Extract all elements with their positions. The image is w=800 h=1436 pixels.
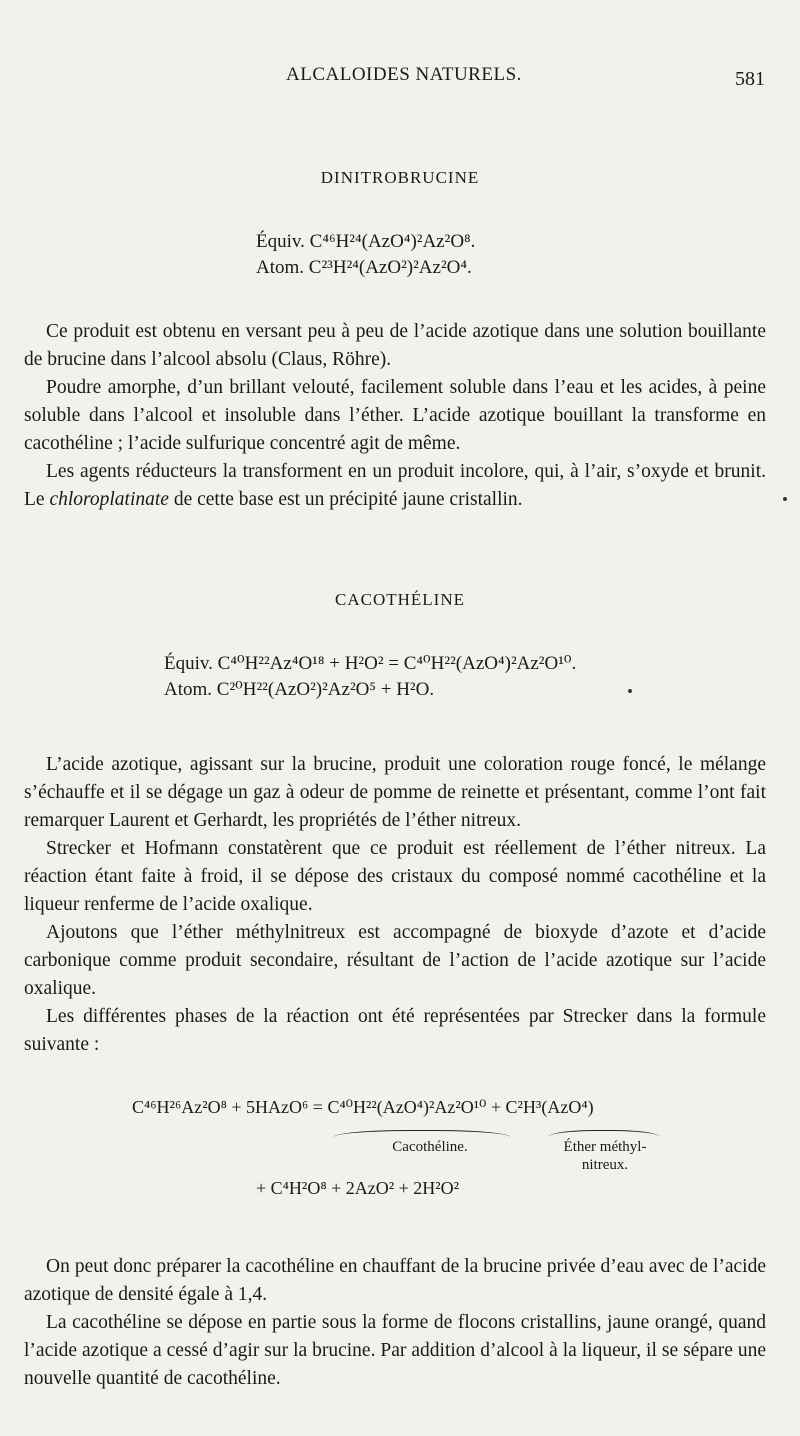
section-title-cacotheline: CACOTHÉLINE — [335, 590, 465, 609]
formula-equiv: Équiv. C⁴⁰H²²Az⁴O¹⁸ + H²O² = C⁴⁰H²²(AzO⁴)²Az²O¹⁰. — [164, 653, 577, 674]
paragraph: L’acide azotique, agissant sur la brucine, produit une coloration rouge foncé, le mélange s’échauffe et il se dégage un gaz à odeur de pomme de reinette et présentant, comme l’ont fait remarquer Laurent et Gerhardt, les propriétés de l’éther nitreux. — [24, 754, 766, 831]
paragraph: Ce produit est obtenu en versant peu à peu de l’acide azotique dans une solution bouillante de brucine dans l’alcool absolu (Claus, Röhre). — [24, 321, 766, 370]
dinitrobrucine-text — [24, 318, 766, 514]
paragraph: On peut donc préparer la cacothéline en chauffant de la brucine privée d’eau avec de l’acide azotique de densité égale à 1,4. — [24, 1256, 766, 1305]
label-ether-2: nitreux. — [581, 1157, 629, 1173]
paragraph: Ajoutons que l’éther méthylnitreux est accompagné de bioxyde d’azote et d’acide carbonique comme produit secondaire, résultant de l’action de l’acide azotique sur l’acide oxalique. — [24, 922, 766, 999]
running-title: ALCALOIDES NATURELS. — [286, 64, 522, 85]
paragraph: Les agents réducteurs la transforment en un produit incolore, qui, à l’air, s’oxyde et brunit. Le chloroplatinate de cette base est un précipité jaune cristallin. — [24, 461, 766, 510]
label-cacotheline: Cacothéline. — [392, 1139, 468, 1155]
paragraph: Les différentes phases de la réaction ont été représentées par Strecker dans la formule suivante : — [24, 1006, 766, 1055]
section-title-dinitrobrucine: DINITROBRUCINE — [320, 168, 480, 187]
formula-cacotheline — [164, 651, 576, 703]
page-number: 581 — [735, 68, 765, 90]
cacotheline-text — [24, 751, 766, 1059]
margin-dot — [628, 689, 632, 693]
strecker-equation — [0, 1097, 800, 1227]
formula-equiv: Équiv. C⁴⁶H²⁴(AzO⁴)²Az²O⁸. — [256, 231, 476, 252]
formula-atom: Atom. C²³H²⁴(AzO²)²Az²O⁴. — [256, 257, 472, 278]
equation-line-1: C⁴⁶H²⁶Az²O⁸ + 5HAzO⁶ = C⁴⁰H²²(AzO⁴)²Az²O¹⁰ + C²H³(AzO⁴) — [132, 1097, 594, 1117]
formula-dinitrobrucine — [256, 229, 475, 281]
paragraph: Poudre amorphe, d’un brillant velouté, facilement soluble dans l’eau et les acides, à peine soluble dans l’alcool et insoluble dans l’éther. L’acide azotique bouillant la transforme en cacothéline ; l’acide sulfurique concentré agit de même. — [24, 377, 766, 454]
paragraph: Strecker et Hofmann constatèrent que ce produit est réellement de l’éther nitreux. La réaction étant faite à froid, il se dépose des cristaux du composé nommé cacothéline et la liqueur renferme de l’acide oxalique. — [24, 838, 766, 915]
label-ether-1: Éther méthyl- — [563, 1139, 647, 1155]
brace-ether — [548, 1130, 660, 1137]
page-header — [0, 64, 800, 94]
formula-atom: Atom. C²⁰H²²(AzO²)²Az²O⁵ + H²O. — [164, 679, 435, 700]
margin-dot — [783, 497, 787, 501]
cacotheline-text-2 — [24, 1253, 766, 1393]
paragraph: La cacothéline se dépose en partie sous la forme de flocons cristallins, jaune orangé, quand l’acide azotique a cessé d’agir sur la brucine. Par addition d’alcool à la liqueur, il se sépare une nouvelle quantité de cacothéline. — [24, 1312, 766, 1389]
brace-cacotheline — [334, 1130, 510, 1137]
equation-line-2: + C⁴H²O⁸ + 2AzO² + 2H²O² — [256, 1178, 460, 1198]
italic-term: chloroplatinate — [49, 489, 169, 510]
